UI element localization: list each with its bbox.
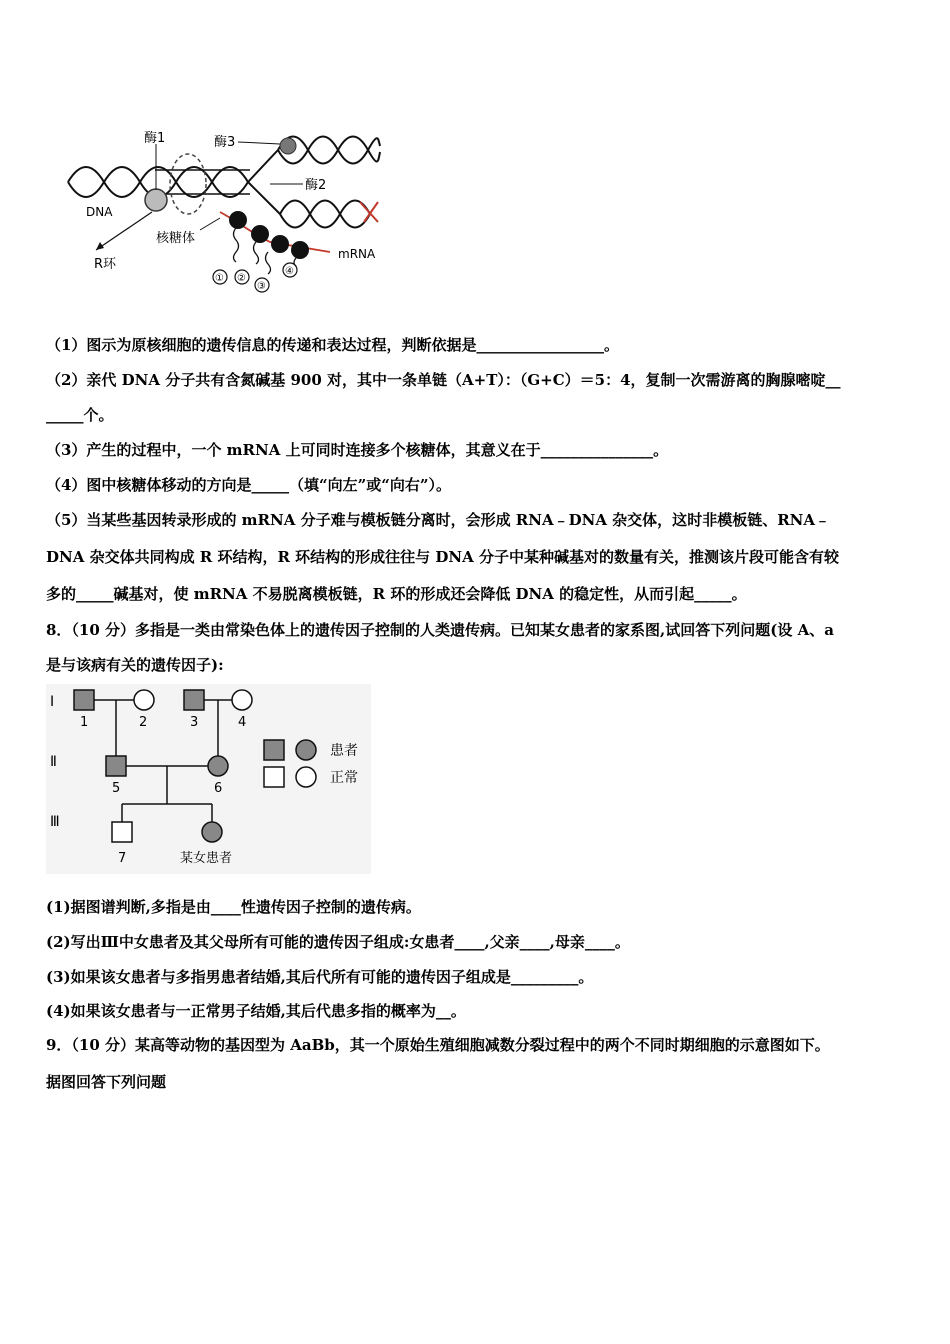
ribosome-3 [271,235,289,253]
ribosome-pointer [200,218,220,230]
chain4-label: ④ [285,266,294,277]
individual-7-normal-male [112,822,132,842]
q8-stem-line2: 是与该病有关的遗传因子): [46,656,224,674]
dna-label: DNA [86,205,113,219]
gen3-label: Ⅲ [50,814,60,830]
q7-sub1: （1）图示为原核细胞的遗传信息的传递和表达过程，判断依据是_________________。 [46,336,619,354]
q9-stem-line2: 据图回答下列问题 [46,1073,167,1091]
legend-normal-circle [296,767,316,787]
individual-5-affected-male [106,756,126,776]
fork-line-upper [248,150,278,182]
q7-sub2-line1: （2）亲代 DNA 分子共有含氮碱基 900 对，其中一条单链（A+T）：（G+C）＝5：4，复制一次需游离的胸腺嘧啶__ [46,371,841,389]
label-5: 5 [112,781,121,796]
legend-affected-square [264,740,284,760]
pedigree-chart [46,684,371,874]
legend-affected-circle [296,740,316,760]
label-4: 4 [238,715,247,730]
label-1: 1 [80,715,89,730]
peptide-chain-3 [266,252,271,274]
peptide-chain-2 [254,242,259,264]
peptide-chain-1 [234,228,239,262]
label-7: 7 [118,851,127,866]
pedigree-background [46,684,371,874]
individual-1-affected-male [74,690,94,710]
chain2-label: ② [237,273,246,284]
q7-sub3: （3）产生的过程中，一个 mRNA 上可同时连接多个核糖体，其意义在于_______________。 [46,441,669,459]
dna-lower-strand-b [280,201,370,228]
individual-4-normal-female [232,690,252,710]
gen2-label: Ⅱ [50,754,57,770]
enzyme3-pointer [238,142,280,144]
ribosome-4 [291,241,309,259]
individual-3-affected-male [184,690,204,710]
enzyme3-body [280,138,296,154]
enzyme1-label: 酶1 [144,131,166,146]
legend-affected-label: 患者 [330,743,358,759]
q7-sub2-line2: _____个。 [46,406,114,424]
ribosome-label: 核糖体 [156,231,196,246]
r-loop-label: R环 [94,257,117,272]
q7-sub5-line2: DNA 杂交体共同构成 R 环结构，R 环结构的形成往往与 DNA 分子中某种碱基对的数量有关，推测该片段可能含有较 [46,548,839,566]
proband-affected-female [202,822,222,842]
gen1-label: Ⅰ [50,694,55,710]
individual-6-affected-female [208,756,228,776]
q7-sub4: （4）图中核糖体移动的方向是_____（填“向左”或“向右”）。 [46,476,451,494]
legend-normal-square [264,767,284,787]
q8-stem-line1: 8．（10 分）多指是一类由常染色体上的遗传因子控制的人类遗传病。已知某女患者的家系图,试回答下列问题(设 A、a [46,621,834,639]
q7-sub5-line3: 多的_____碱基对，使 mRNA 不易脱离模板链，R 环的形成还会降低 DNA 的稳定性，从而引起_____。 [46,585,747,603]
enzyme2-label: 酶2 [305,178,327,193]
transcription-translation-diagram [60,122,385,297]
ribosome-1 [229,211,247,229]
legend-normal-label: 正常 [330,770,358,786]
mrna-label: mRNA [338,247,376,261]
q8-sub1: (1)据图谱判断,多指是由____性遗传因子控制的遗传病。 [46,898,421,916]
q9-stem-line1: 9．（10 分）某高等动物的基因型为 AaBb，其一个原始生殖细胞减数分裂过程中的两个不同时期细胞的示意图如下。 [46,1036,830,1054]
label-2: 2 [139,715,148,730]
ribosome-2 [251,225,269,243]
enzyme1-body [145,189,167,211]
label-proband: 某女患者 [180,851,233,866]
q8-sub2: (2)写出Ⅲ中女患者及其父母所有可能的遗传因子组成:女患者____,父亲____,母亲____。 [46,933,630,951]
q8-sub4: (4)如果该女患者与一正常男子结婚,其后代患多指的概率为__。 [46,1002,466,1020]
label-6: 6 [214,781,223,796]
chain3-label: ③ [257,281,266,292]
q7-sub5-line1: （5）当某些基因转录形成的 mRNA 分子难与模板链分离时，会形成 RNA﹣DNA 杂交体，这时非模板链、RNA﹣ [46,511,831,529]
enzyme3-label: 酶3 [214,135,236,150]
label-3: 3 [190,715,199,730]
fork-line-lower [248,182,280,214]
chain1-label: ① [215,273,224,284]
individual-2-normal-female [134,690,154,710]
dna-lower-red-end [360,202,378,222]
dna-lower-strand-a [280,201,370,228]
q8-sub3: (3)如果该女患者与多指男患者结婚,其后代所有可能的遗传因子组成是_________。 [46,968,594,986]
